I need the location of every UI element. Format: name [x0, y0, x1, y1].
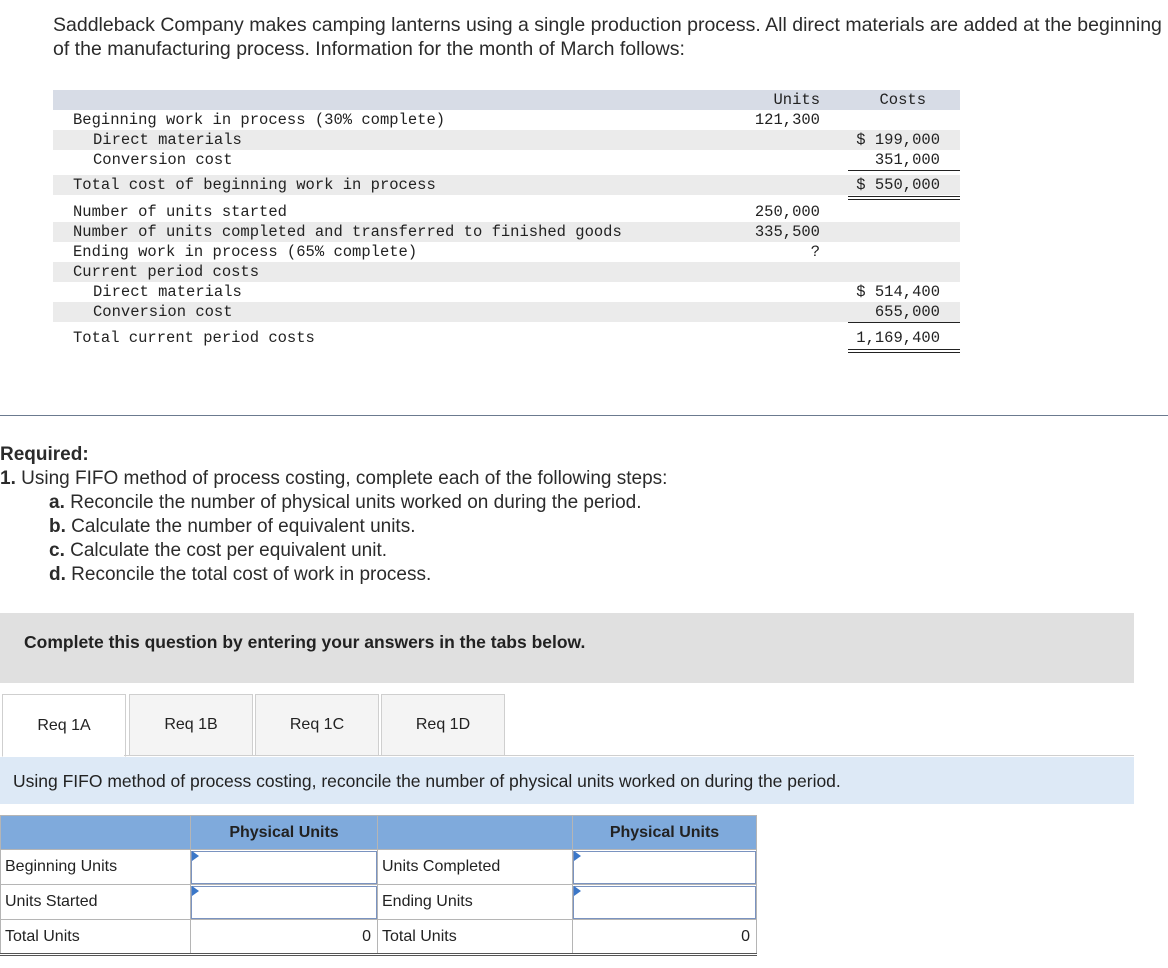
item-text: Using FIFO method of process costing, complete each of the following steps:	[21, 468, 668, 489]
step-letter: b.	[49, 516, 66, 537]
underline	[848, 170, 960, 171]
row-label: Conversion cost	[93, 303, 233, 321]
section-divider	[0, 415, 1168, 416]
row-label: Total current period costs	[73, 329, 315, 347]
problem-intro: Saddleback Company makes camping lanterns using a single production process. All direct materials are added at the beginning of the manufacturing process. Information for the month of March follows:	[53, 14, 1162, 60]
row-units: 250,000	[754, 203, 820, 221]
table-row	[53, 175, 960, 195]
step-text: Reconcile the number of physical units worked on during the period.	[70, 492, 642, 513]
table-row	[53, 328, 960, 348]
costs-header: Costs	[879, 91, 926, 109]
row-label: Direct materials	[93, 283, 242, 301]
units-started-input[interactable]	[191, 886, 377, 919]
step-text: Calculate the number of equivalent units.	[71, 516, 416, 537]
row-label: Total cost of beginning work in process	[73, 176, 436, 194]
row-label: Number of units completed and transferred to finished goods	[73, 223, 622, 241]
tab-req-1b[interactable]: Req 1B	[129, 694, 253, 756]
step-text: Reconcile the total cost of work in process.	[71, 564, 432, 585]
step-text: Calculate the cost per equivalent unit.	[70, 540, 387, 561]
row-label: Direct materials	[93, 131, 242, 149]
table-row	[1, 850, 757, 885]
header-blank	[1, 816, 191, 850]
required-title: Required:	[0, 444, 89, 465]
tab-req-1d[interactable]: Req 1D	[381, 694, 505, 756]
table-row	[53, 202, 960, 222]
row-cost: 351,000	[874, 151, 940, 169]
table-row	[53, 130, 960, 150]
header-blank	[378, 816, 573, 850]
row-cost: 1,169,400	[856, 329, 940, 347]
row-label: Ending work in process (65% complete)	[73, 243, 418, 261]
underline	[848, 322, 960, 323]
beginning-units-cell	[191, 850, 378, 885]
input-marker-icon	[574, 886, 581, 896]
units-started-cell	[191, 885, 378, 920]
row-units: ?	[810, 243, 820, 261]
input-marker-icon	[192, 851, 199, 861]
tab-instruction	[0, 757, 1134, 804]
double-underline	[848, 196, 960, 200]
banner-text: Complete this question by entering your answers in the tabs below.	[24, 632, 586, 652]
row-cost: $ 550,000	[856, 176, 940, 194]
row-cost: $ 199,000	[856, 131, 940, 149]
tab-bar-baseline	[124, 755, 1134, 756]
row-cost: 655,000	[874, 303, 940, 321]
row-label: Conversion cost	[93, 151, 233, 169]
table-row	[53, 150, 960, 170]
ending-units-cell	[573, 885, 757, 920]
units-completed-input[interactable]	[573, 851, 756, 884]
row-cost: $ 514,400	[856, 283, 940, 301]
table-header-row	[1, 816, 757, 850]
physical-units-table	[0, 815, 757, 956]
required-section	[0, 443, 667, 587]
step-letter: a.	[49, 492, 65, 513]
step-letter: c.	[49, 540, 65, 561]
units-completed-label: Units Completed	[378, 850, 573, 885]
step-letter: d.	[49, 564, 66, 585]
table-row	[1, 920, 757, 955]
input-marker-icon	[574, 851, 581, 861]
row-label: Beginning work in process (30% complete)	[73, 111, 446, 129]
tab-req-1a[interactable]: Req 1A	[2, 694, 126, 757]
table-row	[53, 262, 960, 282]
total-units-label: Total Units	[1, 920, 191, 955]
row-units: 121,300	[754, 111, 820, 129]
input-marker-icon	[192, 886, 199, 896]
total-units-label: Total Units	[378, 920, 573, 955]
double-underline	[848, 349, 960, 353]
table-row	[53, 222, 960, 242]
row-units: 335,500	[754, 223, 820, 241]
table-row	[53, 242, 960, 262]
table-row	[53, 282, 960, 302]
instruction-text: Using FIFO method of process costing, reconcile the number of physical units worked on during the period.	[13, 771, 841, 791]
row-label: Number of units started	[73, 203, 287, 221]
table-row	[53, 110, 960, 130]
units-completed-cell	[573, 850, 757, 885]
physical-units-header: Physical Units	[573, 816, 757, 850]
ending-units-label: Ending Units	[378, 885, 573, 920]
instructions-banner	[0, 613, 1134, 683]
total-units-value: 0	[573, 920, 757, 955]
units-header: Units	[773, 91, 820, 109]
table-row	[1, 885, 757, 920]
table-header-row	[53, 90, 960, 110]
item-number: 1.	[0, 468, 16, 489]
beginning-units-input[interactable]	[191, 851, 377, 884]
row-label: Current period costs	[73, 263, 260, 281]
table-row	[53, 302, 960, 322]
physical-units-header: Physical Units	[191, 816, 378, 850]
beginning-units-label: Beginning Units	[1, 850, 191, 885]
tab-req-1c[interactable]: Req 1C	[255, 694, 379, 756]
ending-units-input[interactable]	[573, 886, 756, 919]
units-started-label: Units Started	[1, 885, 191, 920]
total-units-value: 0	[191, 920, 378, 955]
